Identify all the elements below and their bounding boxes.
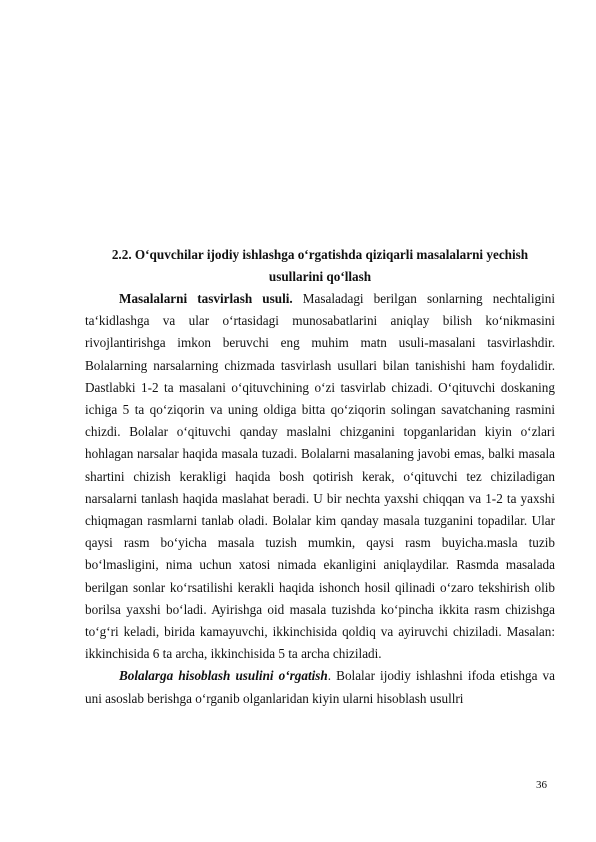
- document-page: [85, 244, 555, 710]
- section-heading-line-2: usullarini qo‘llash: [268, 269, 372, 284]
- paragraph-1-text: Masaladagi berilgan sonlarning nechtaligini ta‘kidlashga va ular o‘rtasidagi munosabatlarini aniqlay bilish ko‘nikmasini rivojlantirishga imkon beruvchi eng muhim matn usuli-masalani tasvirlashdir. Bolalarning narsalarning chizmada tasvirlash usullari bilan tanishishi ham foydalidir. Dastlabki 1-2 ta masalani o‘qituvchining o‘zi tasvirlab chizadi. O‘qituvchi doskaning ichiga 5 ta qo‘ziqorin va uning oldiga bitta qo‘ziqorin solingan savatchaning rasmini chizdi. Bolalar o‘qituvchi qanday maslalni chizganini topganlaridan kiyin o‘zlari hohlagan narsalar haqida masala tuzadi. Bolalarni masalaning javobi emas, balki masala shartini chizish kerakligi haqida bosh qotirish kerak, o‘qituvchi tez chiziladigan narsalarni tanlash haqida maslahat beradi. U bir nechta yaxshi chiqqan va 1-2 ta yaxshi chiqmagan rasmlarni tanlab oladi. Bolalar kim qanday masala tuzganini topadilar. Ular qaysi rasm bo‘yicha masala tuzish mumkin, qaysi rasm buyicha.masla tuzib bo‘lmasligini, nima uchun xatosi nimada ekanligini aniqlaydilar. Rasmda masalada berilgan sonlar ko‘rsatilishi kerakli haqida ishonch hosil qilinadi o‘zaro tekshirish olib borilsa yaxshi bo‘ladi. Ayirishga oid masala tuzishda ko‘pincha ikkita rasm chizishga to‘g‘ri keladi, birida kamayuvchi, ikkinchisida qoldiq va ayiruvchi chiziladi. Masalan: ikkinchisida 6 ta archa, ikkinchisida 5 ta archa chiziladi.: [85, 291, 555, 662]
- section-heading-line-1: 2.2. O‘quvchilar ijodiy ishlashga o‘rgatishda qiziqarli masalalarni yechish: [111, 247, 529, 262]
- paragraph-2: [85, 665, 555, 709]
- paragraph-1: [85, 288, 555, 665]
- paragraph-1-lead: Masalalarni tasvirlash usuli.: [119, 291, 293, 306]
- page-number: 36: [536, 779, 547, 791]
- paragraph-2-text: . Bolalar ijodiy ishlashni ifoda etishga va uni asoslab berishga o‘rganib olganlaridan kiyin ularni hisoblash usullri: [85, 668, 555, 706]
- paragraph-2-lead: Bolalarga hisoblash usulini o‘rgatish: [119, 668, 328, 684]
